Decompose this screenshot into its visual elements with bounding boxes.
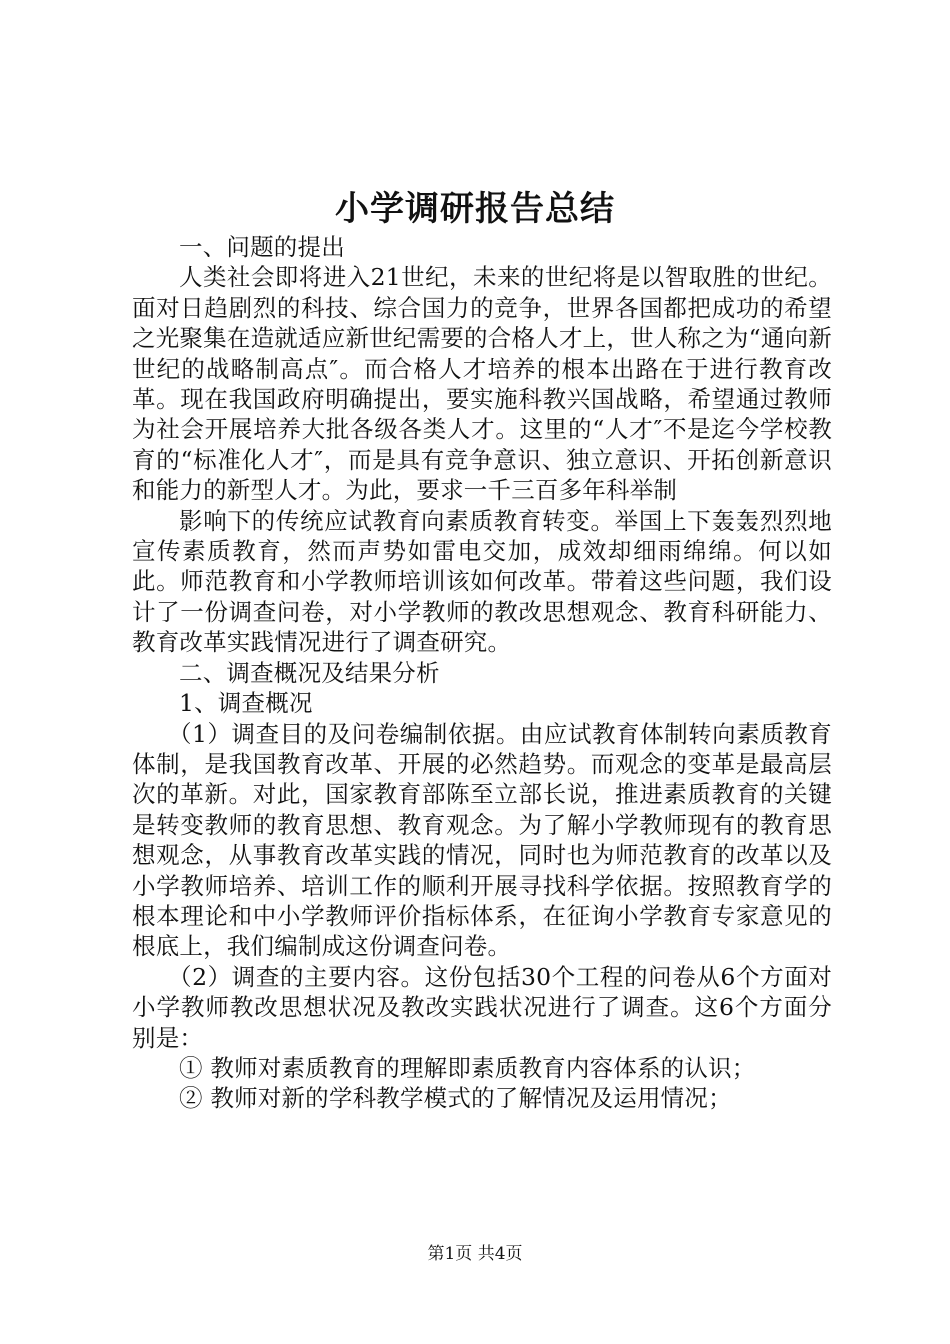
paragraph-survey-purpose: （1）调查目的及问卷编制依据。由应试教育体制转向素质教育体制，是我国教育改革、开展的必然趋势。而观念的变革是最高层次的革新。对此，国家教育部陈至立部长说，推进素质教育的关键是转变教师的教育思想、教育观念。为了解小学教师现有的教育思想观念，从事教育改革实践的情况，同时也为师范教育的改革以及小学教师培养、培训工作的顺利开展寻找科学依据。按照教育学的根本理论和中小学教师评价指标体系，在征询小学教育专家意见的根底上，我们编制成这份调查问卷。	[132, 719, 832, 961]
document-body	[132, 232, 832, 1114]
paragraph-survey-content: （2）调查的主要内容。这份包括30个工程的问卷从6个方面对小学教师教改思想状况及教改实践状况进行了调查。这6个方面分别是：	[132, 962, 832, 1052]
page-number: 第1页 共4页	[427, 1244, 523, 1264]
document-title: 小学调研报告总结	[335, 189, 615, 229]
subsection-heading-overview: 1、调查概况	[179, 689, 313, 718]
section-heading-survey: 二、调查概况及结果分析	[179, 658, 440, 687]
paragraph-intro: 人类社会即将进入21世纪，未来的世纪将是以智取胜的世纪。面对日趋剧烈的科技、综合国力的竞争，世界各国都把成功的希望之光聚集在造就适应新世纪需要的合格人才上，世人称之为“通向新世纪的战略制高点″。而合格人才培养的根本出路在于进行教育改革。现在我国政府明确提出，要实施科教兴国战略，希望通过教师为社会开展培养大批各级各类人才。这里的“人才″不是迄今学校教育的“标准化人才″，而是具有竞争意识、独立意识、开拓创新意识和能力的新型人才。为此，要求一千三百多年科举制	[132, 263, 832, 505]
section-heading-problem: 一、问题的提出	[179, 233, 345, 261]
paragraph-transition: 影响下的传统应试教育向素质教育转变。举国上下轰轰烈烈地宣传素质教育，然而声势如雷电交加，成效却细雨绵绵。何以如此。师范教育和小学教师培训该如何改革。带着这些问题，我们设计了一份调查问卷，对小学教师的教改思想观念、教育科研能力、教育改革实践情况进行了调查研究。	[132, 506, 832, 657]
list-item: ① 教师对素质教育的理解即素质教育内容体系的认识；	[179, 1053, 756, 1082]
list-item: ② 教师对新的学科教学模式的了解情况及运用情况；	[179, 1084, 732, 1113]
